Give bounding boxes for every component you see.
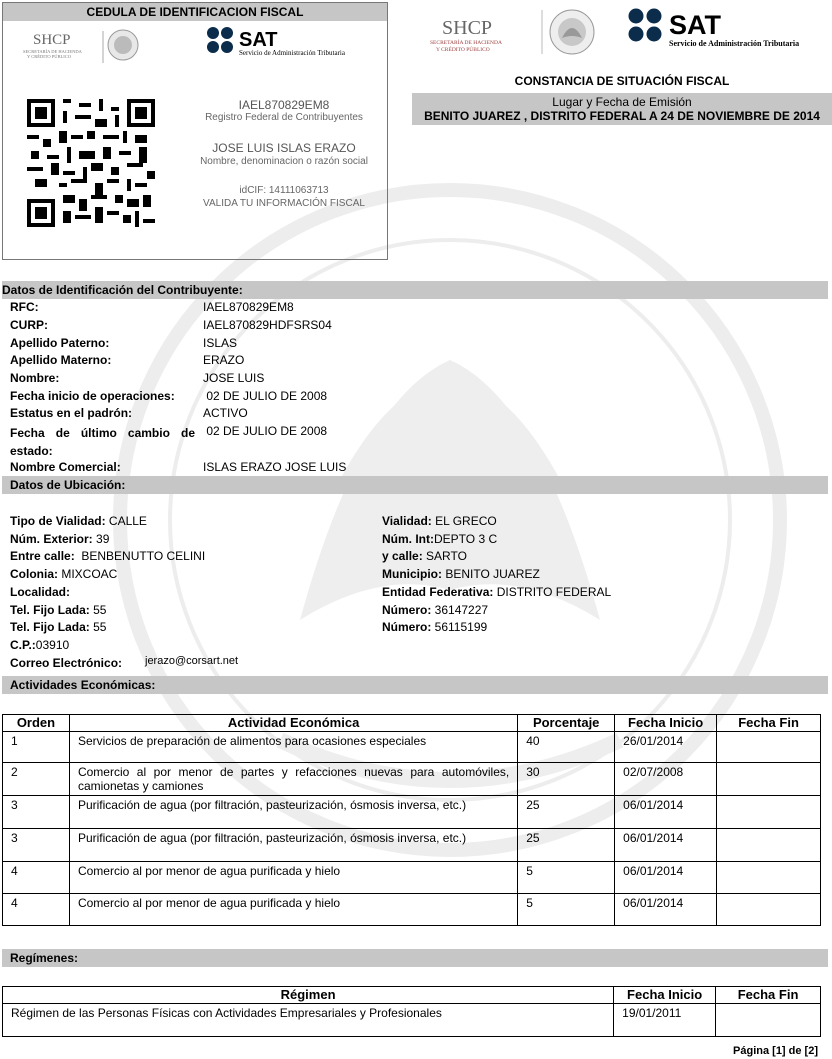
porcentaje-cell: 5 <box>518 862 615 894</box>
orden-cell: 1 <box>3 732 70 763</box>
fecha-inicio-cell: 06/01/2014 <box>615 894 717 926</box>
ubic-left-row <box>10 514 147 528</box>
ubic-label: Número: <box>382 620 432 634</box>
regimenes-table <box>2 986 821 1037</box>
section-regimenes: Regímenes: <box>2 949 828 967</box>
orden-cell: 2 <box>3 763 70 796</box>
ubic-label: y calle: <box>382 549 423 563</box>
ubic-value: BENBENUTTO CELINI <box>74 549 206 563</box>
header-regimen: Régimen <box>3 987 614 1004</box>
qr-code <box>27 99 155 227</box>
ubic-right-row <box>382 603 488 617</box>
lugar-fecha-box <box>412 93 832 125</box>
fecha-inicio-cell: 06/01/2014 <box>615 829 717 862</box>
section-ubicacion: Datos de Ubicación: <box>2 476 828 494</box>
fecha-inicio-cell: 06/01/2014 <box>615 796 717 829</box>
table-row <box>3 763 821 796</box>
ident-row <box>10 424 328 460</box>
ident-label: CURP: <box>10 318 48 332</box>
ident-label: RFC: <box>10 300 39 314</box>
actividades-table <box>2 714 821 926</box>
ubic-left-row <box>10 532 109 546</box>
ident-value: 02 DE JULIO DE 2008 <box>203 389 328 403</box>
header-fecha-fin: Fecha Fin <box>717 715 821 732</box>
ident-value: JOSE LUIS <box>203 371 265 385</box>
ubic-value: 55 <box>89 603 107 617</box>
ident-row <box>10 300 294 314</box>
ident-label: Nombre: <box>10 371 60 385</box>
ident-value: IAEL870829HDFSRS04 <box>203 318 332 332</box>
orden-cell: 3 <box>3 796 70 829</box>
mexico-seal-icon <box>540 6 596 58</box>
table-row <box>3 1004 821 1037</box>
ubic-right-row <box>382 549 467 563</box>
fecha-fin-cell <box>717 862 821 894</box>
cedula-name-label: Nombre, denominacion o razón social <box>200 156 368 167</box>
email-row <box>10 656 122 670</box>
ubic-value: BENITO JUAREZ <box>442 567 540 581</box>
ident-row <box>10 353 245 367</box>
ident-label: Estatus en el padrón: <box>10 406 133 420</box>
ubic-left-row <box>10 585 70 599</box>
page-number: Página [1] de [2] <box>733 1045 818 1057</box>
ubic-label: Vialidad: <box>382 514 432 528</box>
ubic-value: EL GRECO <box>431 514 497 528</box>
svg-text:SECRETARÍA DE HACIENDA: SECRETARÍA DE HACIENDA <box>430 40 502 46</box>
porcentaje-cell: 40 <box>518 732 615 763</box>
ubic-label: Entidad Federativa: <box>382 585 494 599</box>
ident-row <box>10 371 265 385</box>
actividad-cell: Purificación de agua (por filtración, pasteurización, ósmosis inversa, etc.) <box>69 829 517 862</box>
ident-label: Apellido Paterno: <box>10 336 110 350</box>
ubic-label: Núm. Exterior: <box>10 532 93 546</box>
svg-text:Servicio de Administración Tri: Servicio de Administración Tributaria <box>669 39 800 48</box>
porcentaje-cell: 30 <box>518 763 615 796</box>
porcentaje-cell: 5 <box>518 894 615 926</box>
orden-cell: 4 <box>3 862 70 894</box>
ubic-value: 55 <box>89 620 107 634</box>
fecha-fin-cell <box>717 763 821 796</box>
svg-text:SECRETARÍA DE HACIENDA: SECRETARÍA DE HACIENDA <box>23 49 82 54</box>
ubic-left-row <box>10 638 69 652</box>
ident-row <box>10 406 248 420</box>
svg-text:SAT: SAT <box>239 29 278 51</box>
document-title: CONSTANCIA DE SITUACIÓN FISCAL <box>514 74 730 88</box>
shcp-logo-header <box>428 12 528 56</box>
header-actividad: Actividad Económica <box>69 715 517 732</box>
reg-fecha-inicio-cell: 19/01/2011 <box>614 1004 716 1037</box>
shcp-logo-text: SHCP <box>33 32 71 48</box>
ident-value: ACTIVO <box>203 406 248 420</box>
ubic-label: Tel. Fijo Lada: <box>10 603 90 617</box>
table-row <box>3 894 821 926</box>
ubic-value: CALLE <box>105 514 147 528</box>
email-label: Correo Electrónico: <box>10 656 123 670</box>
ident-value: 02 DE JULIO DE 2008 <box>203 424 328 438</box>
header-orden: Orden <box>3 715 70 732</box>
fecha-inicio-cell: 02/07/2008 <box>615 763 717 796</box>
actividad-cell: Servicios de preparación de alimentos para ocasiones especiales <box>69 732 517 763</box>
ubic-value: MIXCOAC <box>58 567 118 581</box>
ubic-label: Tel. Fijo Lada: <box>10 620 90 634</box>
ubic-left-row <box>10 603 106 617</box>
ident-label: Fecha de último cambio de estado: <box>10 426 195 458</box>
fecha-fin-cell <box>717 829 821 862</box>
ubic-label: Entre calle: <box>10 549 75 563</box>
cedula-rfc-label: Registro Federal de Contribuyentes <box>205 112 363 123</box>
ident-label: Apellido Materno: <box>10 353 112 367</box>
header-reg-fecha-fin: Fecha Fin <box>716 987 821 1004</box>
svg-text:Y CRÉDITO PÚBLICO: Y CRÉDITO PÚBLICO <box>27 54 72 59</box>
fecha-fin-cell <box>717 732 821 763</box>
porcentaje-cell: 25 <box>518 796 615 829</box>
ubic-label: Número: <box>382 603 432 617</box>
ubic-value: DEPTO 3 C <box>434 532 498 546</box>
ubic-value: 03910 <box>35 638 70 652</box>
ubic-right-row <box>382 532 497 546</box>
ubic-label: Núm. Int: <box>382 532 434 546</box>
svg-text:SAT: SAT <box>669 10 721 40</box>
svg-text:Servicio de Administración Tri: Servicio de Administración Tributaria <box>239 49 345 57</box>
section-identificacion: Datos de Identificación del Contribuyente: <box>2 281 828 299</box>
shcp-logo <box>15 27 145 67</box>
sat-logo-header <box>627 6 832 50</box>
ubic-right-row <box>382 620 487 634</box>
sat-logo <box>205 25 391 61</box>
orden-cell: 3 <box>3 829 70 862</box>
email-value: jerazo@corsart.net <box>145 655 239 667</box>
actividad-cell: Comercio al por menor de agua purificada y hielo <box>69 862 517 894</box>
ubic-label: C.P.: <box>10 638 36 652</box>
header-reg-fecha-inicio: Fecha Inicio <box>614 987 716 1004</box>
ubic-value: 39 <box>92 532 110 546</box>
cedula-rfc: IAEL870829EM8 <box>238 98 330 112</box>
ubic-label: Colonia: <box>10 567 58 581</box>
ubic-right-row <box>382 567 540 581</box>
ubic-left-row <box>10 549 205 563</box>
cedula-box <box>2 2 388 260</box>
ident-value: IAEL870829EM8 <box>203 300 294 314</box>
fecha-inicio-cell: 06/01/2014 <box>615 862 717 894</box>
table-row <box>3 862 821 894</box>
ident-row <box>10 336 238 350</box>
fecha-fin-cell <box>717 894 821 926</box>
cedula-name: JOSE LUIS ISLAS ERAZO <box>212 141 356 155</box>
ident-row <box>10 460 347 474</box>
lugar-label: Lugar y Fecha de Emisión <box>552 95 692 109</box>
header-porcentaje: Porcentaje <box>518 715 615 732</box>
header-fecha-inicio: Fecha Inicio <box>615 715 717 732</box>
cedula-validate: VALIDA TU INFORMACIÓN FISCAL <box>203 198 365 209</box>
ident-label: Fecha inicio de operaciones: <box>10 389 175 403</box>
ubic-left-row <box>10 620 106 634</box>
actividad-cell: Comercio al por menor de partes y refacciones nuevas para automóviles, camionetas y camiones <box>69 763 517 796</box>
reg-fecha-fin-cell <box>716 1004 821 1037</box>
ident-value: ISLAS <box>203 336 238 350</box>
actividad-cell: Purificación de agua (por filtración, pasteurización, ósmosis inversa, etc.) <box>69 796 517 829</box>
ubic-label: Tipo de Vialidad: <box>10 514 106 528</box>
ident-row <box>10 389 328 403</box>
ubic-left-row <box>10 567 117 581</box>
svg-text:Y CRÉDITO PÚBLICO: Y CRÉDITO PÚBLICO <box>436 47 490 53</box>
ubic-label: Municipio: <box>382 567 442 581</box>
regimen-cell: Régimen de las Personas Físicas con Actividades Empresariales y Profesionales <box>3 1004 614 1037</box>
ident-row <box>10 318 332 332</box>
ubic-value: 36147227 <box>431 603 489 617</box>
ident-value: ERAZO <box>203 353 245 367</box>
ubic-value: SARTO <box>422 549 467 563</box>
section-actividades: Actividades Económicas: <box>2 676 828 694</box>
cedula-idcif: idCIF: 14111063713 <box>239 185 329 196</box>
porcentaje-cell: 25 <box>518 829 615 862</box>
svg-text:SHCP: SHCP <box>442 17 493 39</box>
fecha-inicio-cell: 26/01/2014 <box>615 732 717 763</box>
fecha-fin-cell <box>717 796 821 829</box>
table-row <box>3 796 821 829</box>
ubic-value: DISTRITO FEDERAL <box>493 585 612 599</box>
ident-label: Nombre Comercial: <box>10 460 121 474</box>
ubic-label: Localidad: <box>10 585 71 599</box>
table-row <box>3 829 821 862</box>
cedula-title: CEDULA DE IDENTIFICACION FISCAL <box>3 3 387 21</box>
lugar-value: BENITO JUAREZ , DISTRITO FEDERAL A 24 DE NOVIEMBRE DE 2014 <box>424 109 820 123</box>
ident-value: ISLAS ERAZO JOSE LUIS <box>203 460 347 474</box>
ubic-value: 56115199 <box>431 620 488 634</box>
ubic-right-row <box>382 514 497 528</box>
actividad-cell: Comercio al por menor de agua purificada y hielo <box>69 894 517 926</box>
table-row <box>3 732 821 763</box>
orden-cell: 4 <box>3 894 70 926</box>
ubic-right-row <box>382 585 611 599</box>
